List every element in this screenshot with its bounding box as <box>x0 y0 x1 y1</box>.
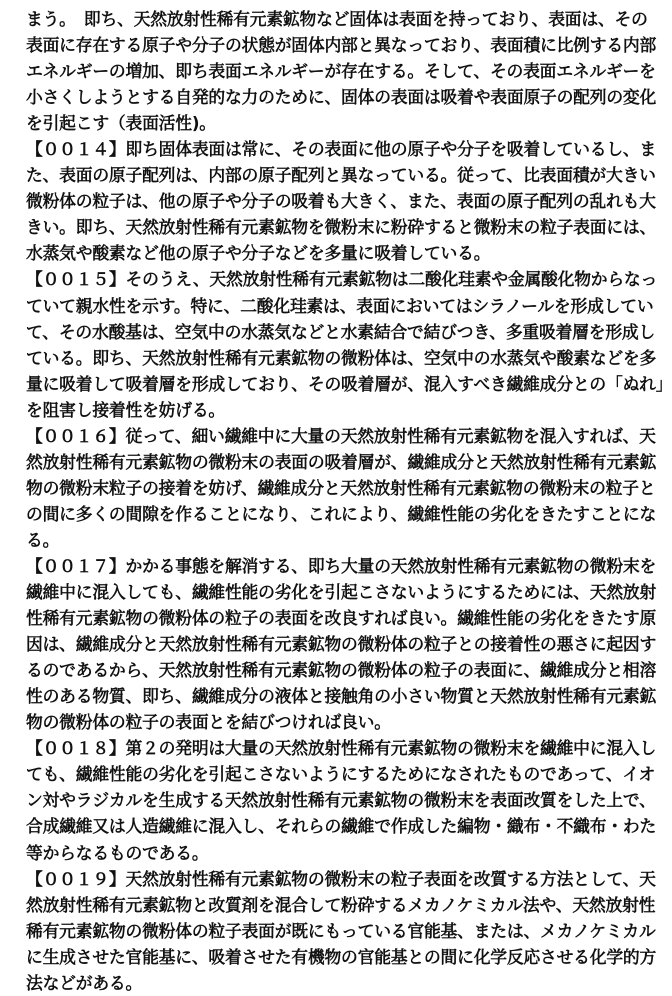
text-line: 小さくしようとする自発的な力のために、固体の表面は吸着や表面原子の配列の変化 <box>26 87 657 108</box>
text-line: 量に吸着して吸着層を形成しており、その吸着層が、混入すべき繊維成分との「ぬれ」 <box>26 373 672 394</box>
text-line: 法などがある。 <box>26 972 143 993</box>
text-line: まう。 即ち、天然放射性稀有元素鉱物など固体は表面を持っており、表面は、その <box>26 9 648 29</box>
text-line: に生成させた官能基に、吸着させた有機物の官能基との間に化学反応させる化学的方 <box>26 946 657 967</box>
text-line: 然放射性稀有元素鉱物と改質剤を混合して粉砕するメカノケミカル法や、天然放射性 <box>26 894 656 915</box>
paragraph-0018-start: 【００１８】第２の発明は大量の天然放射性稀有元素鉱物の微粉末を繊維中に混入し <box>26 738 657 759</box>
text-line: 合成繊維又は人造繊維に混入し、それらの繊維で作成した編物・織布・不織布・わた <box>26 816 657 837</box>
text-line: エネルギーの増加、即ち表面エネルギーが存在する。そして、その表面エネルギーを <box>26 61 656 82</box>
text-line: 性のある物質、即ち、繊維成分の液体と接触角の小さい物質と天然放射性稀有元素鉱 <box>26 686 657 707</box>
text-line: 物の微粉末粒子の接着を妨げ、繊維成分と天然放射性稀有元素鉱物の微粉末の粒子と <box>26 477 656 498</box>
text-line: る。 <box>26 529 60 550</box>
document-body <box>26 6 672 996</box>
text-line: きい。即ち、天然放射性稀有元素鉱物を微粉末に粉砕すると微粉末の粒子表面には、 <box>26 217 657 238</box>
text-line: ン対やラジカルを生成する天然放射性稀有元素鉱物の微粉末を表面改質をした上で、 <box>26 790 656 811</box>
paragraph-0015-start: 【００１５】そのうえ、天然放射性稀有元素鉱物は二酸化珪素や金属酸化物からなっ <box>26 269 658 290</box>
text-line: た、表面の原子配列は、内部の原子配列と異なっている。従って、比表面積が大きい <box>26 165 656 186</box>
text-line: 性稀有元素鉱物の微粉体の粒子の表面を改良すれば良い。繊維性能の劣化をきたす原 <box>26 608 657 629</box>
text-line: の間に多くの間隙を作ることになり、これにより、繊維性能の劣化をきたすことにな <box>26 503 657 524</box>
text-line: ている。即ち、天然放射性稀有元素鉱物の微粉体は、空気中の水蒸気や酸素などを多 <box>26 347 657 368</box>
paragraph-0019-start: 【００１９】天然放射性稀有元素鉱物の微粉末の粒子表面を改質する方法として、天 <box>26 868 656 889</box>
paragraph-0014-start: 【００１４】即ち固体表面は常に、その表面に他の原子や分子を吸着しているし、ま <box>26 139 657 160</box>
text-line: るのであるから、天然放射性稀有元素鉱物の微粉体の粒子の表面に、繊維成分と相溶 <box>26 660 657 681</box>
text-line: ても、繊維性能の劣化を引起こさないようにするためになされたものであって、イオ <box>26 764 656 785</box>
text-line: て、その水酸基は、空気中の水蒸気などと水素結合で結びつき、多重吸着層を形成し <box>26 321 656 342</box>
text-line: 微粉体の粒子は、他の原子や分子の吸着も大きく、また、表面の原子配列の乱れも大 <box>26 191 656 212</box>
text-line: 因は、繊維成分と天然放射性稀有元素鉱物の微粉体の粒子との接着性の悪さに起因す <box>26 634 657 655</box>
text-line: 物の微粉体の粒子の表面とを結びつければ良い。 <box>26 712 391 733</box>
paragraph-0017-start: 【００１７】かかる事態を解消する、即ち大量の天然放射性稀有元素鉱物の微粉末を <box>26 555 657 576</box>
paragraph-0016-start: 【００１６】従って、細い繊維中に大量の天然放射性稀有元素鉱物を混入すれば、天 <box>26 425 656 446</box>
text-line: 然放射性稀有元素鉱物の微粉末の表面の吸着層が、繊維成分と天然放射性稀有元素鉱 <box>26 451 657 472</box>
text-line: ていて親水性を示す。特に、二酸化珪素は、表面においてはシラノールを形成してい <box>26 295 654 316</box>
text-line: 稀有元素鉱物の微粉体の粒子表面が既にもっている官能基、または、メカノケミカル <box>26 920 656 941</box>
text-line: 繊維中に混入しても、繊維性能の劣化を引起こさないようにするためには、天然放射 <box>26 582 657 603</box>
text-line: 水蒸気や酸素など他の原子や分子などを多量に吸着している。 <box>26 243 491 264</box>
text-line: を引起こす（表面活性)。 <box>26 113 216 134</box>
text-line: 表面に存在する原子や分子の状態が固体内部と異なっており、表面積に比例する内部 <box>26 35 657 56</box>
text-line: を阻害し接着性を妨げる。 <box>26 399 225 420</box>
text-line: 等からなるものである。 <box>26 842 209 863</box>
